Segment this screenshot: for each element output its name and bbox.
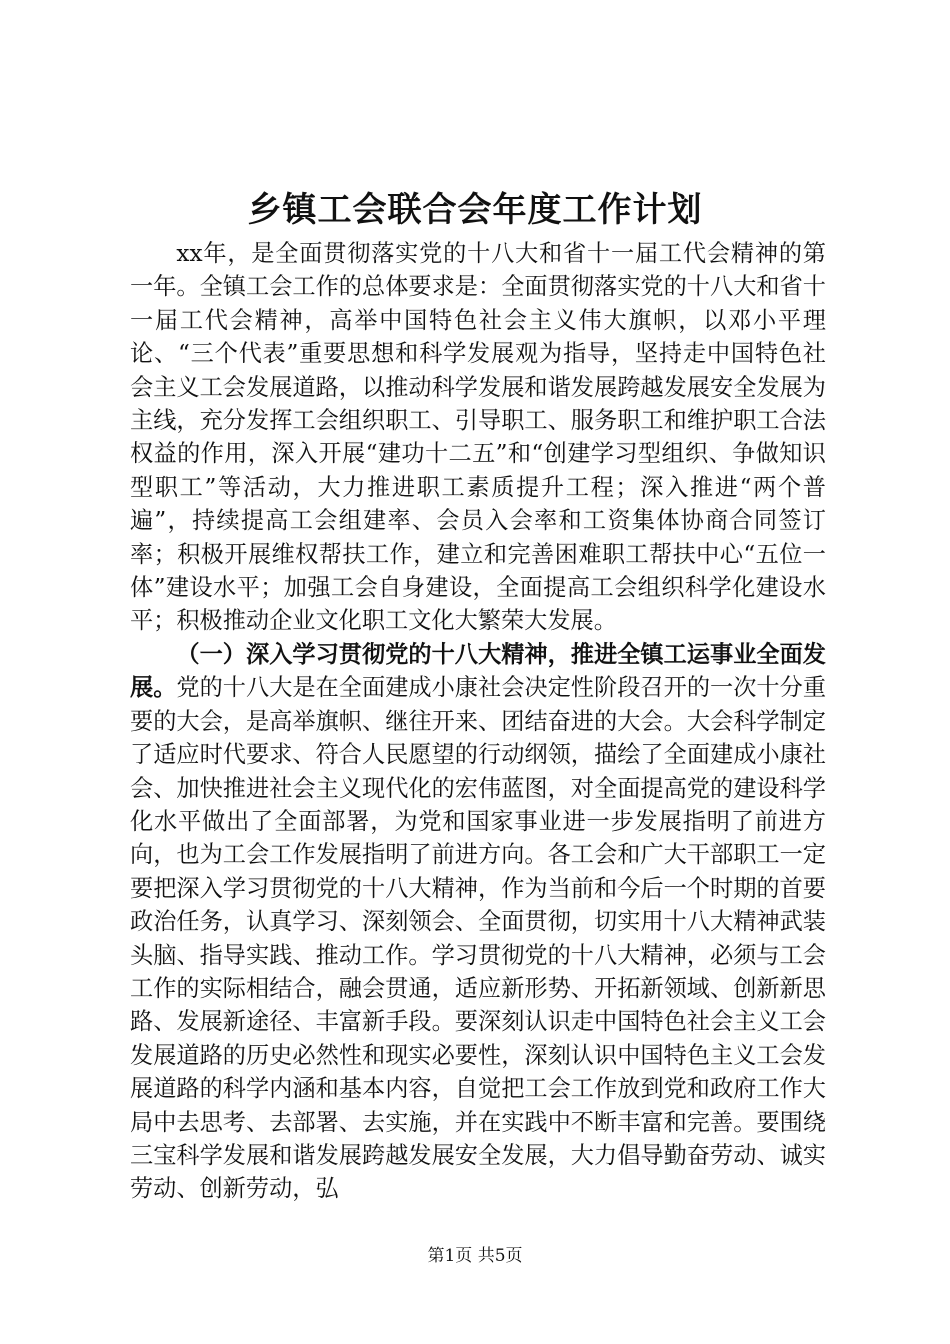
section-one-paragraph bbox=[130, 638, 826, 1206]
document-body bbox=[130, 237, 826, 1206]
section-one-body: 党的十八大是在全面建成小康社会决定性阶段召开的一次十分重要的大会，是高举旗帜、继往开来、团结奋进的大会。大会科学制定了适应时代要求、符合人民愿望的行动纲领，描绘了全面建成小康社会、加快推进社会主义现代化的宏伟蓝图，对全面提高党的建设科学化水平做出了全面部署，为党和国家事业进一步发展指明了前进方向，也为工会工作发展指明了前进方向。各工会和广大干部职工一定要把深入学习贯彻党的十八大精神，作为当前和今后一个时期的首要政治任务，认真学习、深刻领会、全面贯彻，切实用十八大精神武装头脑、指导实践、推动工作。学习贯彻党的十八大精神，必须与工会工作的实际相结合，融会贯通，适应新形势、开拓新领域、创新新思路、发展新途径、丰富新手段。要深刻认识走中国特色社会主义工会发展道路的历史必然性和现实必要性，深刻认识中国特色主义工会发展道路的科学内涵和基本内容，自觉把工会工作放到党和政府工作大局中去思考、去部署、去实施，并在实践中不断丰富和完善。要围绕三宝科学发展和谐发展跨越发展安全发展，大力倡导勤奋劳动、诚实劳动、创新劳动，弘 bbox=[130, 674, 827, 1203]
intro-paragraph: xx年，是全面贯彻落实党的十八大和省十一届工代会精神的第一年。全镇工会工作的总体要求是：全面贯彻落实党的十八大和省十一届工代会精神，高举中国特色社会主义伟大旗帜，以邓小平理论、“三个代表”重要思想和科学发展观为指导，坚持走中国特色社会主义工会发展道路，以推动科学发展和谐发展跨越发展安全发展为主线，充分发挥工会组织职工、引导职工、服务职工和维护职工合法权益的作用，深入开展“建功十二五”和“创建学习型组织、争做知识型职工”等活动，大力推进职工素质提升工程；深入推进“两个普遍”，持续提高工会组建率、会员入会率和工资集体协商合同签订率；积极开展维权帮扶工作，建立和完善困难职工帮扶中心“五位一体”建设水平；加强工会自身建设，全面提高工会组织科学化建设水平；积极推动企业文化职工文化大繁荣大发展。 bbox=[130, 240, 826, 635]
page-footer: 第1页 共5页 bbox=[427, 1246, 523, 1266]
document-title: 乡镇工会联合会年度工作计划 bbox=[247, 190, 703, 230]
section-one-heading: （一）深入学习贯彻党的十八大精神，推进全镇工运事业全面发展。 bbox=[130, 640, 826, 702]
